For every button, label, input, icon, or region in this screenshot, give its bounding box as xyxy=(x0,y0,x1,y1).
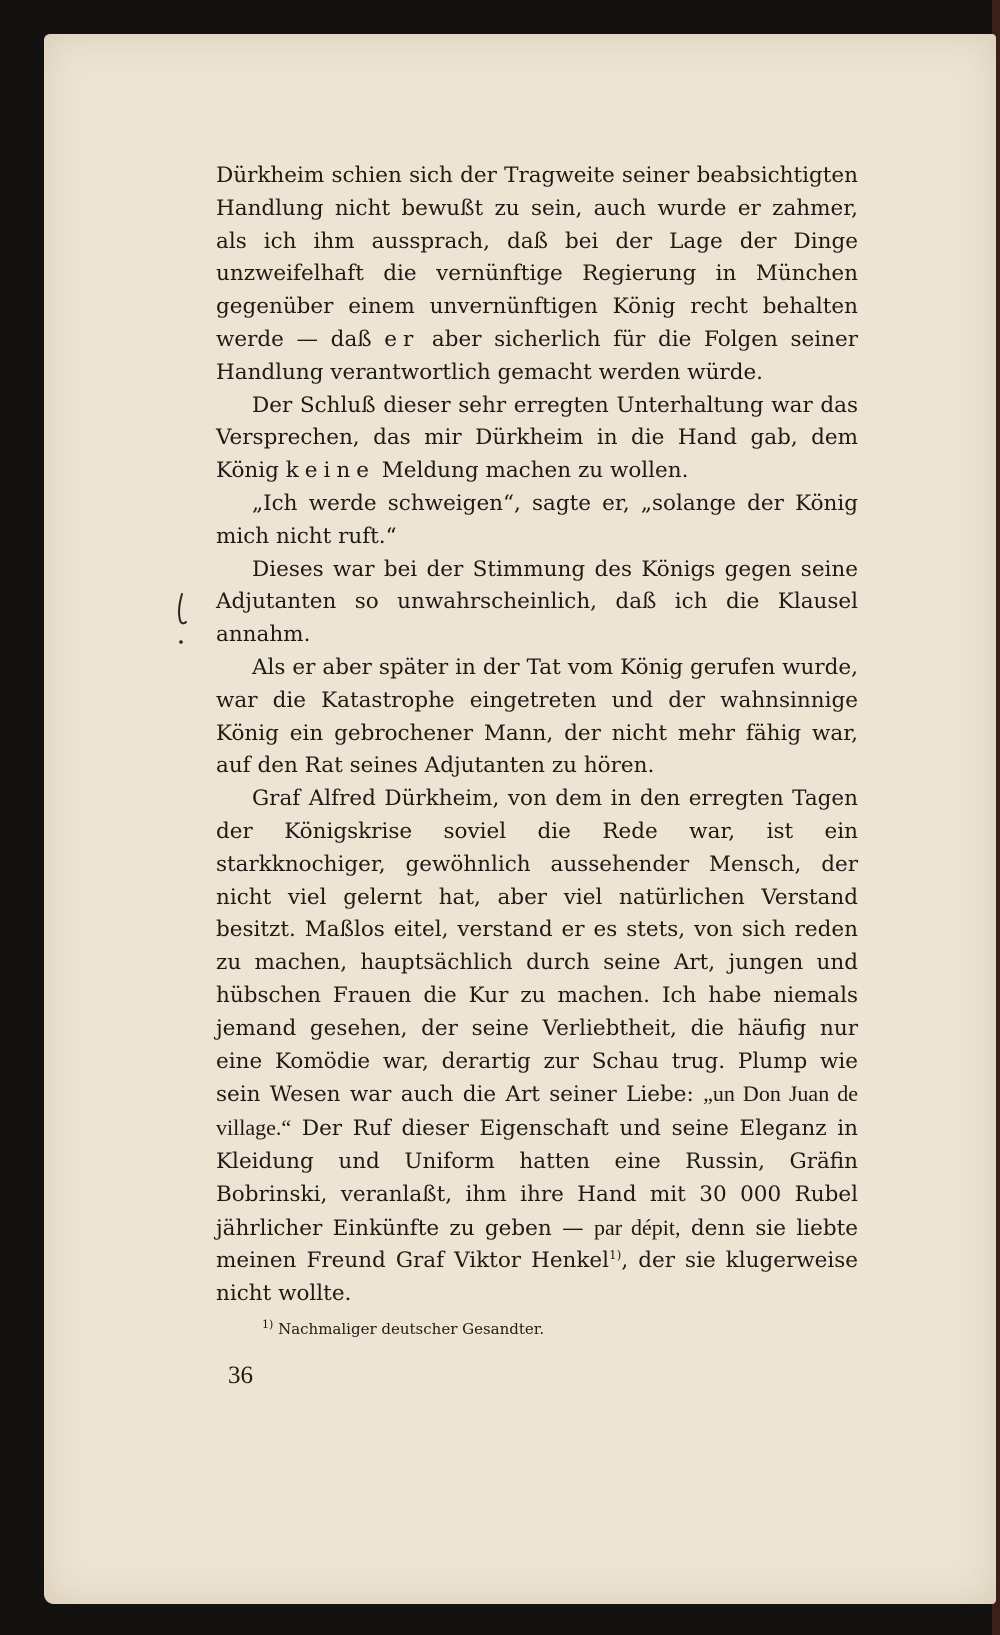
footnote-reference: 1) xyxy=(609,1248,622,1263)
page-number: 36 xyxy=(228,1362,253,1389)
pencil-margin-mark xyxy=(170,590,194,650)
emphasis-keine: keine xyxy=(285,458,375,484)
paragraph-2: Der Schluß dieser sehr erregten Unterhaltung war das Versprechen, das mir Dürkheim in die Hand gab, dem König keine Meldung machen zu wollen. xyxy=(216,392,858,484)
french-phrase: par dépit, xyxy=(593,1214,681,1240)
paragraph-6: Graf Alfred Dürkheim, von dem in den erregten Tagen der Königskrise soviel die Rede war, ist ein starkknochiger, gewöhnlich aussehender Mensch, der nicht viel gelernt hat, aber viel natürlichen Verstand besitzt. Maßlos eitel, verstand er es stets, von sich reden zu machen, hauptsächlich durch seine Art, jungen und hübschen Frauen die Kur zu machen. Ich habe niemals jemand gesehen, der seine Verliebtheit, die häufig nur eine Komödie war, derartig zur Schau trug. Plump wie sein Wesen war auch die Art seiner Liebe: „un Don Juan de village.“ Der Ruf dieser Eigenschaft und seine Eleganz in Kleidung und Uniform hatten eine Russin, Gräfin Bobrinski, veranlaßt, ihm ihre Hand mit 30 000 Rubel jährlicher Einkünfte zu geben — par dépit, denn sie liebte meinen Freund Graf Viktor Henkel$^{1)}$, der sie klugerweise nicht wollte. xyxy=(216,786,858,1307)
emphasis-er: er xyxy=(384,326,420,352)
footnote-text: Nachmaliger deutscher Gesandter. xyxy=(278,1320,545,1338)
paragraph-3: „Ich werde schweigen“, sagte er, „solange der König mich nicht ruft.“ xyxy=(216,490,858,549)
paragraph-1: Dürkheim schien sich der Tragweite seiner beabsichtigten Handlung nicht bewußt zu sein, auch wurde er zahmer, als ich ihm aussprach, daß bei der Lage der Dinge unzweifelhaft die vernünftige Regierung in München gegenüber einem unvernünftigen König recht behalten werde — daß er aber sicherlich für die Folgen seiner Handlung verantwortlich gemacht werden würde. xyxy=(216,163,858,385)
footnote-marker: 1) xyxy=(262,1318,274,1331)
paragraph-4: Dieses war bei der Stimmung des Königs gegen seine Adjutanten so unwahrscheinlich, daß ich die Klausel annahm. xyxy=(216,556,858,648)
footnote xyxy=(262,1318,862,1338)
paragraph-5: Als er aber später in der Tat vom König gerufen wurde, war die Katastrophe eingetreten und der wahnsinnige König ein gebrochener Mann, der nicht mehr fähig war, auf den Rat seines Adjutanten zu hören. xyxy=(216,654,858,779)
body-text xyxy=(216,160,858,1311)
french-quote: „un Don Juan de village.“ xyxy=(216,1081,858,1141)
